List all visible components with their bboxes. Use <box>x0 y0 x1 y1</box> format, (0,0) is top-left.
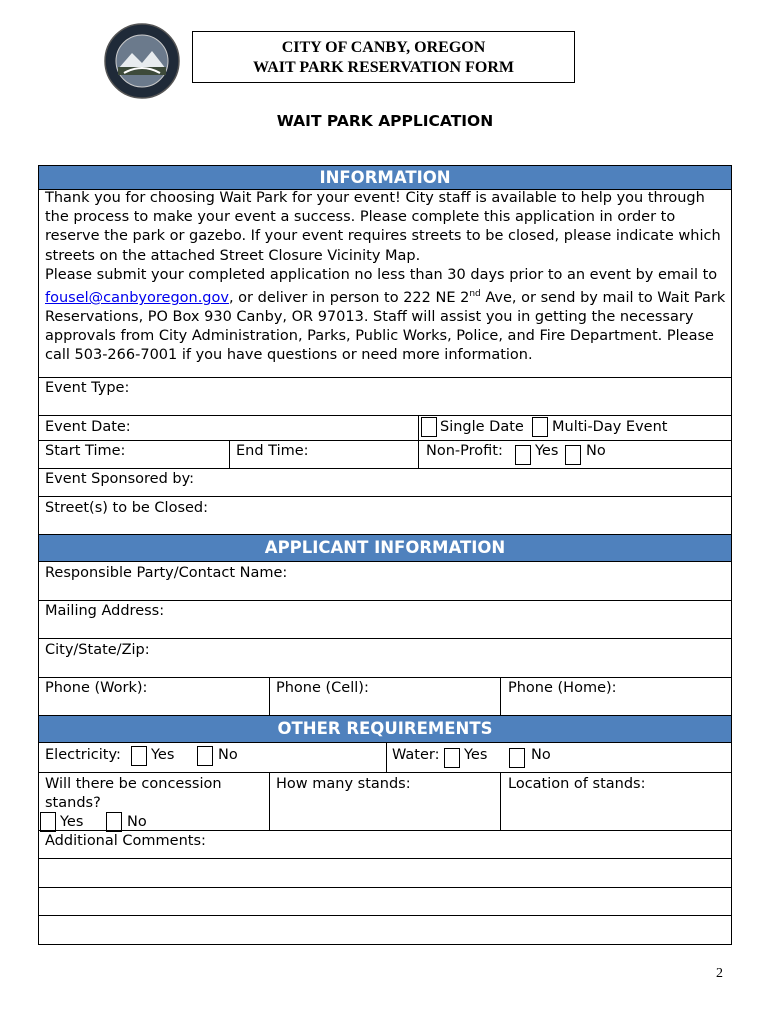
intro-paragraph-2 <box>45 266 729 366</box>
phone-home-label: Phone (Home): <box>508 680 617 696</box>
row-divider <box>38 638 732 639</box>
multi-day-checkbox[interactable] <box>532 417 548 437</box>
city-state-zip-label: City/State/Zip: <box>45 642 150 658</box>
concession-question-line-1: Will there be concession <box>45 776 222 792</box>
form-title-box <box>192 31 575 83</box>
single-date-checkbox[interactable] <box>421 417 437 437</box>
multi-day-label: Multi-Day Event <box>552 419 668 435</box>
intro-text-part: Please submit your completed application no less than 30 days prior to an event by email to <box>45 266 718 283</box>
column-divider <box>500 677 501 715</box>
column-divider <box>269 677 270 715</box>
comments-line <box>38 887 732 888</box>
column-divider <box>229 440 230 468</box>
event-type-label: Event Type: <box>45 380 130 396</box>
intro-text-part: , or deliver in person to 222 NE 2 <box>228 289 470 306</box>
concession-yes-checkbox[interactable] <box>40 812 56 832</box>
start-time-label: Start Time: <box>45 443 126 459</box>
column-divider <box>418 415 419 468</box>
row-divider <box>38 561 732 562</box>
concession-question-line-2: stands? <box>45 795 101 811</box>
org-title: CITY OF CANBY, OREGON <box>281 39 486 56</box>
row-divider <box>38 677 732 678</box>
intro-text-part: Ave, or send by mail to Wait Park Reservations, PO Box 930 Canby, OR 97013. Staff will assist you in getting the necessary approvals from City Administration, Parks, Public Works, Police, and Fire Department. Please call 503-266-7001 if you have questions or need more information. <box>45 289 726 364</box>
section-header-applicant: APPLICANT INFORMATION <box>38 535 732 561</box>
non-profit-label: Non-Profit: <box>426 443 503 459</box>
concession-no-label: No <box>127 814 147 830</box>
water-no-checkbox[interactable] <box>509 748 525 768</box>
non-profit-no-checkbox[interactable] <box>565 445 581 465</box>
electricity-yes-checkbox[interactable] <box>131 746 147 766</box>
page-subtitle: WAIT PARK APPLICATION <box>276 112 494 130</box>
mailing-address-label: Mailing Address: <box>45 603 165 619</box>
electricity-no-checkbox[interactable] <box>197 746 213 766</box>
non-profit-no-label: No <box>586 443 606 459</box>
column-divider <box>269 772 270 830</box>
ordinal-suffix: nd <box>469 289 481 300</box>
row-divider <box>38 600 732 601</box>
city-seal-logo <box>102 23 182 99</box>
row-divider <box>38 830 732 831</box>
row-divider <box>38 496 732 497</box>
contact-name-label: Responsible Party/Contact Name: <box>45 565 288 581</box>
non-profit-yes-checkbox[interactable] <box>515 445 531 465</box>
location-stands-label: Location of stands: <box>508 776 646 792</box>
concession-no-checkbox[interactable] <box>106 812 122 832</box>
phone-work-label: Phone (Work): <box>45 680 148 696</box>
email-link[interactable]: fousel@canbyoregon.gov <box>45 289 229 306</box>
row-divider <box>38 440 732 441</box>
page-number: 2 <box>716 966 723 981</box>
intro-text <box>45 189 729 366</box>
water-no-label: No <box>531 747 551 763</box>
additional-comments-label: Additional Comments: <box>45 833 206 849</box>
row-divider <box>38 772 732 773</box>
column-divider <box>386 742 387 772</box>
column-divider <box>500 772 501 830</box>
water-yes-label: Yes <box>464 747 488 763</box>
row-divider <box>38 415 732 416</box>
event-date-label: Event Date: <box>45 419 131 435</box>
streets-closed-label: Street(s) to be Closed: <box>45 500 209 516</box>
how-many-stands-label: How many stands: <box>276 776 411 792</box>
row-divider <box>38 742 732 743</box>
section-header-information: INFORMATION <box>38 166 732 189</box>
form-title: WAIT PARK RESERVATION FORM <box>253 59 514 76</box>
electricity-yes-label: Yes <box>151 747 175 763</box>
comments-line <box>38 858 732 859</box>
end-time-label: End Time: <box>236 443 309 459</box>
row-divider <box>38 468 732 469</box>
electricity-no-label: No <box>218 747 238 763</box>
section-header-other: OTHER REQUIREMENTS <box>38 716 732 742</box>
phone-cell-label: Phone (Cell): <box>276 680 369 696</box>
comments-line <box>38 915 732 916</box>
water-yes-checkbox[interactable] <box>444 748 460 768</box>
row-divider <box>38 377 732 378</box>
concession-yes-label: Yes <box>60 814 84 830</box>
non-profit-yes-label: Yes <box>535 443 559 459</box>
water-label: Water: <box>392 747 440 763</box>
electricity-label: Electricity: <box>45 747 121 763</box>
intro-paragraph-1: Thank you for choosing Wait Park for your event! City staff is available to help you through the process to make your event a success. Please complete this application in order to reserve the park or gazebo. If your event requires streets to be closed, please indicate which streets on the attached Street Closure Vicinity Map. <box>45 190 721 264</box>
single-date-label: Single Date <box>440 419 524 435</box>
sponsored-by-label: Event Sponsored by: <box>45 471 195 487</box>
